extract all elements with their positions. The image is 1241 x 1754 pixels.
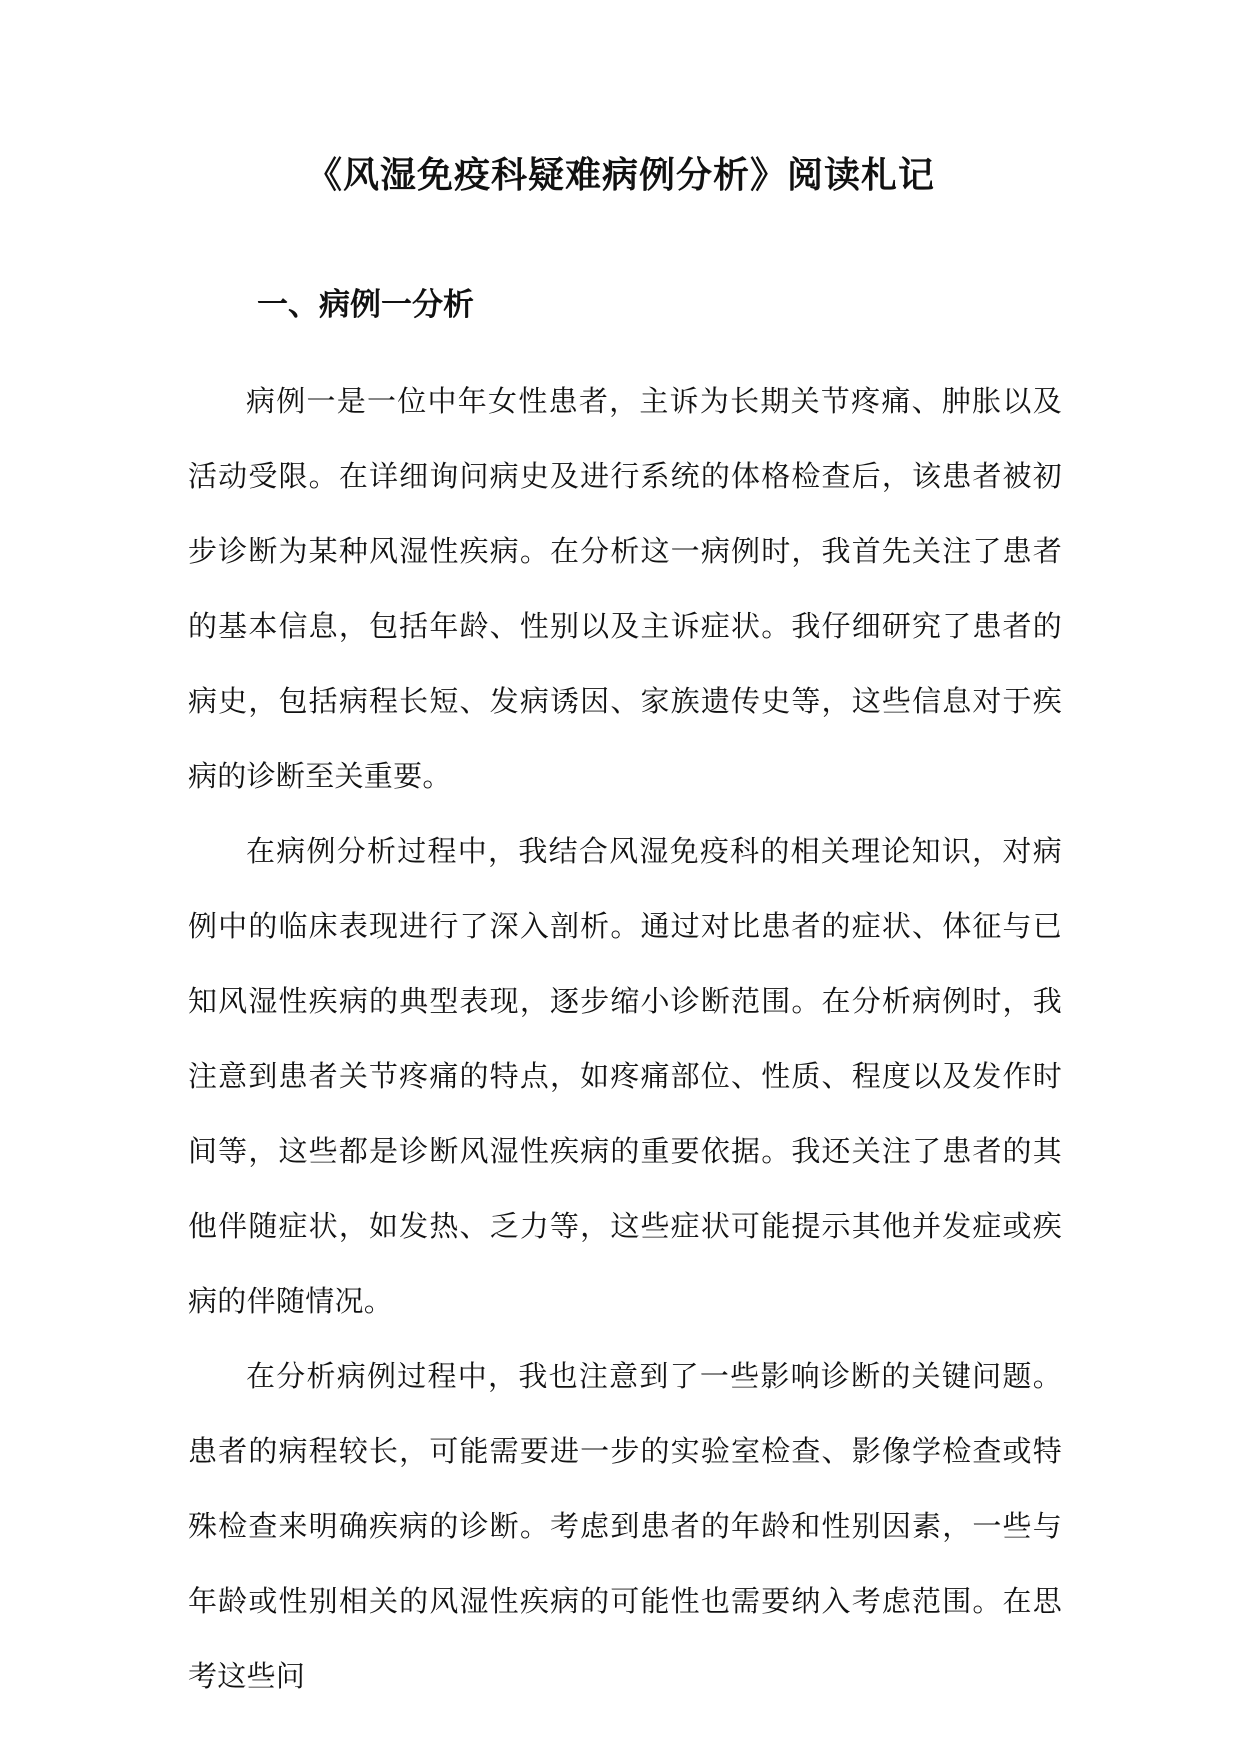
document-title: 《风湿免疫科疑难病例分析》阅读札记 — [305, 154, 935, 196]
paragraph: 在分析病例过程中，我也注意到了一些影响诊断的关键问题。患者的病程较长，可能需要进一步的实验室检查、影像学检查或特殊检查来明确疾病的诊断。考虑到患者的年龄和性别因素，一些与年龄或性别相关的风湿性疾病的可能性也需要纳入考虑范围。在思考这些问 — [188, 1359, 1062, 1693]
section-body — [188, 364, 1062, 1714]
paragraph: 在病例分析过程中，我结合风湿免疫科的相关理论知识，对病例中的临床表现进行了深入剖析。通过对比患者的症状、体征与已知风湿性疾病的典型表现，逐步缩小诊断范围。在分析病例时，我注意到患者关节疼痛的特点，如疼痛部位、性质、程度以及发作时间等，这些都是诊断风湿性疾病的重要依据。我还关注了患者的其他伴随症状，如发热、乏力等，这些症状可能提示其他并发症或疾病的伴随情况。 — [188, 834, 1062, 1318]
paragraph: 病例一是一位中年女性患者，主诉为长期关节疼痛、肿胀以及活动受限。在详细询问病史及进行系统的体格检查后，该患者被初步诊断为某种风湿性疾病。在分析这一病例时，我首先关注了患者的基本信息，包括年龄、性别以及主诉症状。我仔细研究了患者的病史，包括病程长短、发病诱因、家族遗传史等，这些信息对于疾病的诊断至关重要。 — [188, 384, 1062, 793]
section-heading: 一、病例一分析 — [257, 287, 474, 323]
